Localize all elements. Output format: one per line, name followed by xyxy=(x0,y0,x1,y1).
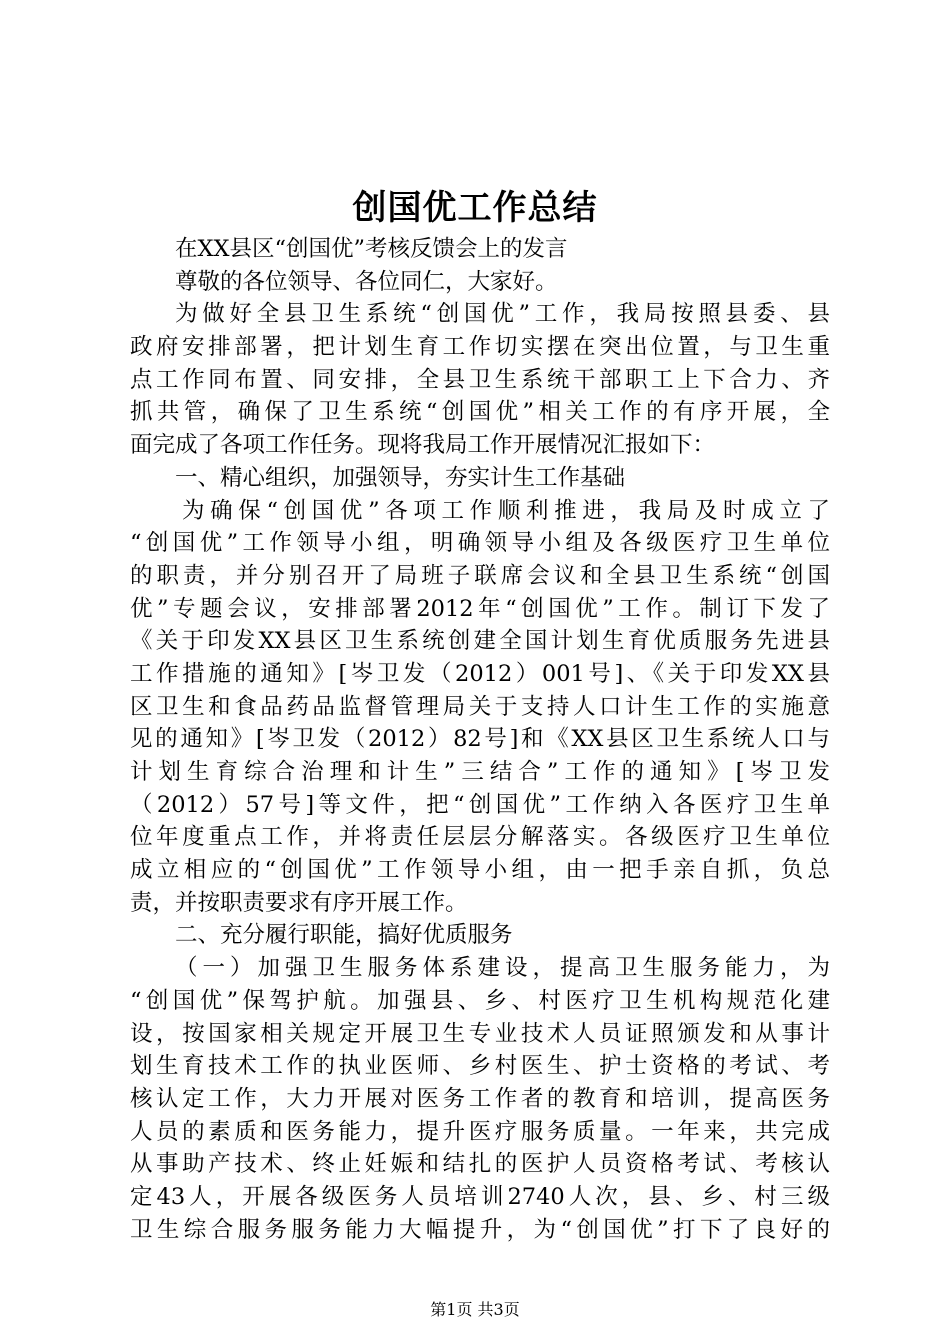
text-line: 设，按国家相关规定开展卫生专业技术人员证照颁发和从事计 xyxy=(130,1020,830,1047)
text-line: 在XX县区“创国优”考核反馈会上的发言 xyxy=(175,236,568,262)
text-line: 的职责，并分别召开了局班子联席会议和全县卫生系统“创国 xyxy=(130,562,830,589)
text-line: 《关于印发XX县区卫生系统创建全国计划生育优质服务先进县 xyxy=(130,628,830,655)
document-body xyxy=(130,233,830,1246)
text-line: （2012）57号]等文件，把“创国优”工作纳入各医疗卫生单 xyxy=(130,791,830,818)
text-line: 成立相应的“创国优”工作领导小组，由一把手亲自抓，负总 xyxy=(130,857,830,884)
text-line: 优”专题会议，安排部署2012年“创国优”工作。制订下发了 xyxy=(130,595,830,622)
text-line: 位年度重点工作，并将责任层层分解落实。各级医疗卫生单位 xyxy=(130,824,830,851)
text-line: 面完成了各项工作任务。现将我局工作开展情况汇报如下： xyxy=(130,432,716,459)
page-footer: 第1页 共3页 xyxy=(430,1300,520,1319)
text-line: 从事助产技术、终止妊娠和结扎的医护人员资格考试、考核认 xyxy=(130,1151,830,1178)
document-title: 创国优工作总结 xyxy=(352,188,598,228)
text-line: 政府安排部署，把计划生育工作切实摆在突出位置，与卫生重 xyxy=(130,334,830,361)
text-line: 计划生育综合治理和计生”三结合”工作的通知》[岑卫发 xyxy=(130,759,830,785)
text-line: 为确保“创国优”各项工作顺利推进，我局及时成立了 xyxy=(182,497,830,524)
text-line: 尊敬的各位领导、各位同仁，大家好。 xyxy=(175,268,558,295)
text-line: “创国优”工作领导小组，明确领导小组及各级医疗卫生单位 xyxy=(130,530,830,557)
text-line: 责，并按职责要求有序开展工作。 xyxy=(130,889,468,916)
text-line: 点工作同布置、同安排，全县卫生系统干部职工上下合力、齐 xyxy=(130,366,830,393)
text-line: 见的通知》[岑卫发（2012）82号]和《XX县区卫生系统人口与 xyxy=(130,726,830,753)
text-line: 卫生综合服务服务能力大幅提升，为“创国优”打下了良好的 xyxy=(130,1216,830,1243)
text-line: 抓共管，确保了卫生系统“创国优”相关工作的有序开展，全 xyxy=(130,399,830,426)
text-line: 定43人，开展各级医务人员培训2740人次，县、乡、村三级 xyxy=(130,1183,830,1210)
text-line: 区卫生和食品药品监督管理局关于支持人口计生工作的实施意 xyxy=(130,693,830,720)
text-line: （一）加强卫生服务体系建设，提高卫生服务能力，为 xyxy=(175,955,830,982)
text-line: 人员的素质和医务能力，提升医疗服务质量。一年来，共完成 xyxy=(130,1118,830,1145)
text-line: 为做好全县卫生系统“创国优”工作，我局按照县委、县 xyxy=(175,301,830,328)
section-heading: 二、充分履行职能，搞好优质服务 xyxy=(175,922,513,949)
text-line: “创国优”保驾护航。加强县、乡、村医疗卫生机构规范化建 xyxy=(130,987,830,1014)
section-heading: 一、精心组织，加强领导，夯实计生工作基础 xyxy=(175,464,626,491)
text-line: 工作措施的通知》[岑卫发（2012）001号]、《关于印发XX县 xyxy=(130,660,830,687)
text-line: 划生育技术工作的执业医师、乡村医生、护士资格的考试、考 xyxy=(130,1053,830,1080)
text-line: 核认定工作，大力开展对医务工作者的教育和培训，提高医务 xyxy=(130,1085,830,1112)
